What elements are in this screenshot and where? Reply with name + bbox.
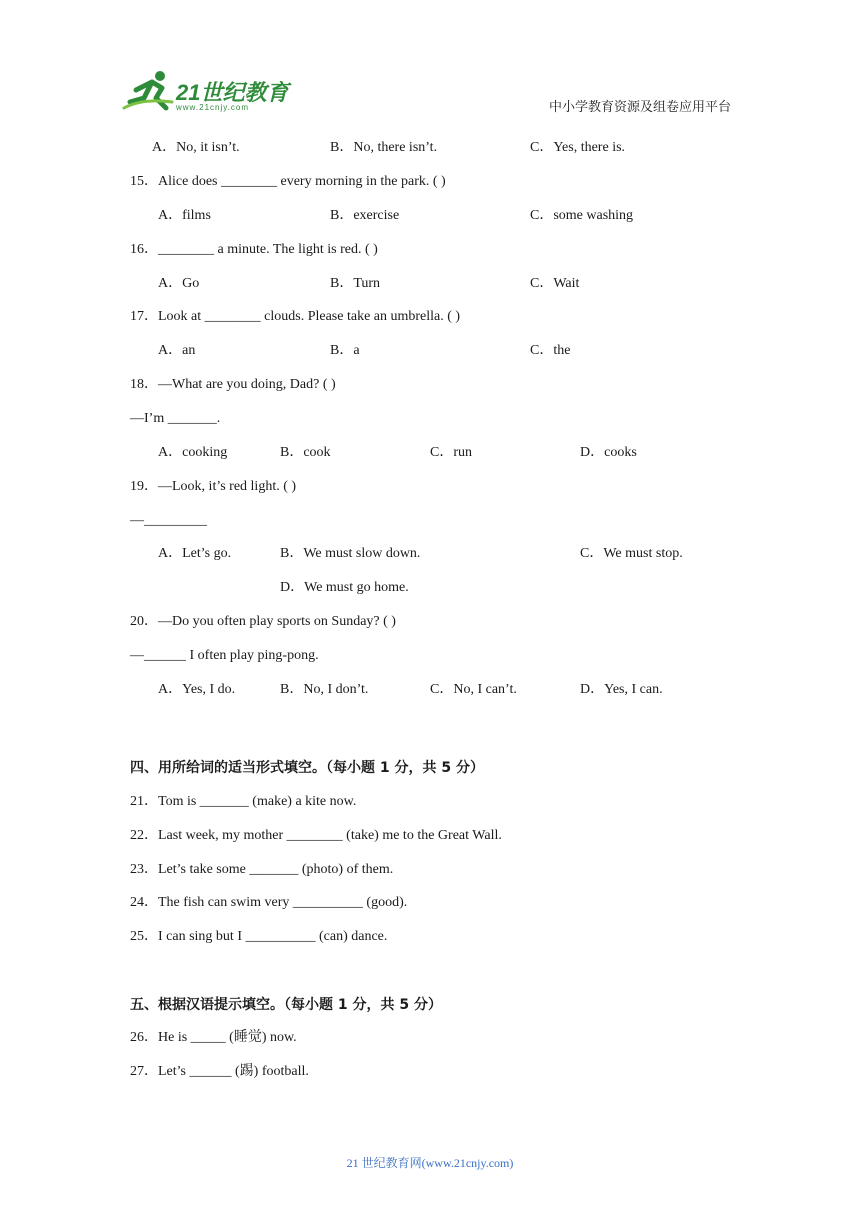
q19-option-c: C．We must stop.: [580, 546, 683, 561]
q23-item: 23．Let’s take some _______ (photo) of them.: [130, 862, 394, 877]
q20-option-a: A．Yes, I do.: [158, 682, 236, 697]
q20-option-c: C．No, I can’t.: [430, 682, 517, 697]
site-logo: [122, 68, 292, 114]
q20-stem: 20．—Do you often play sports on Sunday? ( ): [130, 614, 396, 629]
q14-option-b: B．No, there isn’t.: [330, 140, 438, 155]
footer-link[interactable]: 21 世纪教育网(www.21cnjy.com): [346, 1156, 514, 1170]
q19-stem: 19．—Look, it’s red light. ( ): [130, 479, 297, 494]
q20-option-d: D．Yes, I can.: [580, 682, 663, 697]
q19-option-d: D．We must go home.: [280, 580, 409, 595]
q17-option-a: A．an: [158, 343, 196, 358]
q19-option-a: A．Let’s go.: [158, 546, 232, 561]
section-5-title: 五、根据汉语提示填空。（每小题 1 分，共 5 分）: [130, 997, 442, 1013]
q19-answer-line: —_________: [130, 513, 207, 528]
q22-item: 22．Last week, my mother ________ (take) me to the Great Wall.: [130, 828, 502, 843]
q27-item: 27．Let’s ______ (踢) football.: [130, 1064, 309, 1079]
q17-option-c: C．the: [530, 343, 571, 358]
q24-item: 24．The fish can swim very __________ (good).: [130, 895, 408, 910]
q15-option-a: A．films: [158, 208, 211, 223]
q16-option-a: A．Go: [158, 276, 200, 291]
q18-option-a: A．cooking: [158, 445, 228, 460]
q18-option-b: B．cook: [280, 445, 331, 460]
q16-option-c: C．Wait: [530, 276, 580, 291]
q20-option-b: B．No, I don’t.: [280, 682, 369, 697]
logo-url: www.21cnjy.com: [176, 103, 249, 112]
q19-option-b: B．We must slow down.: [280, 546, 421, 561]
section-4-title: 四、用所给词的适当形式填空。（每小题 1 分，共 5 分）: [130, 760, 484, 776]
q20-answer-line: —______ I often play ping-pong.: [130, 648, 319, 663]
q18-option-d: D．cooks: [580, 445, 637, 460]
runner-icon: [122, 68, 178, 114]
q18-stem: 18．—What are you doing, Dad? ( ): [130, 377, 336, 392]
q21-item: 21．Tom is _______ (make) a kite now.: [130, 794, 357, 809]
q15-option-c: C．some washing: [530, 208, 634, 223]
q14-option-c: C．Yes, there is.: [530, 140, 626, 155]
q16-stem: 16．________ a minute. The light is red. ( ): [130, 242, 378, 257]
logo-text: 21世纪教育: [176, 80, 289, 105]
q16-option-b: B．Turn: [330, 276, 381, 291]
q14-option-a: A．No, it isn’t.: [152, 140, 240, 155]
q15-stem: 15．Alice does ________ every morning in the park. ( ): [130, 174, 446, 189]
q18-answer-line: —I’m _______.: [130, 411, 221, 426]
q17-stem: 17．Look at ________ clouds. Please take an umbrella. ( ): [130, 309, 461, 324]
q18-option-c: C．run: [430, 445, 472, 460]
platform-title: 中小学教育资源及组卷应用平台: [549, 100, 732, 115]
q26-item: 26．He is _____ (睡觉) now.: [130, 1030, 297, 1045]
q15-option-b: B．exercise: [330, 208, 400, 223]
q25-item: 25．I can sing but I __________ (can) dance.: [130, 929, 388, 944]
q17-option-b: B．a: [330, 343, 360, 358]
